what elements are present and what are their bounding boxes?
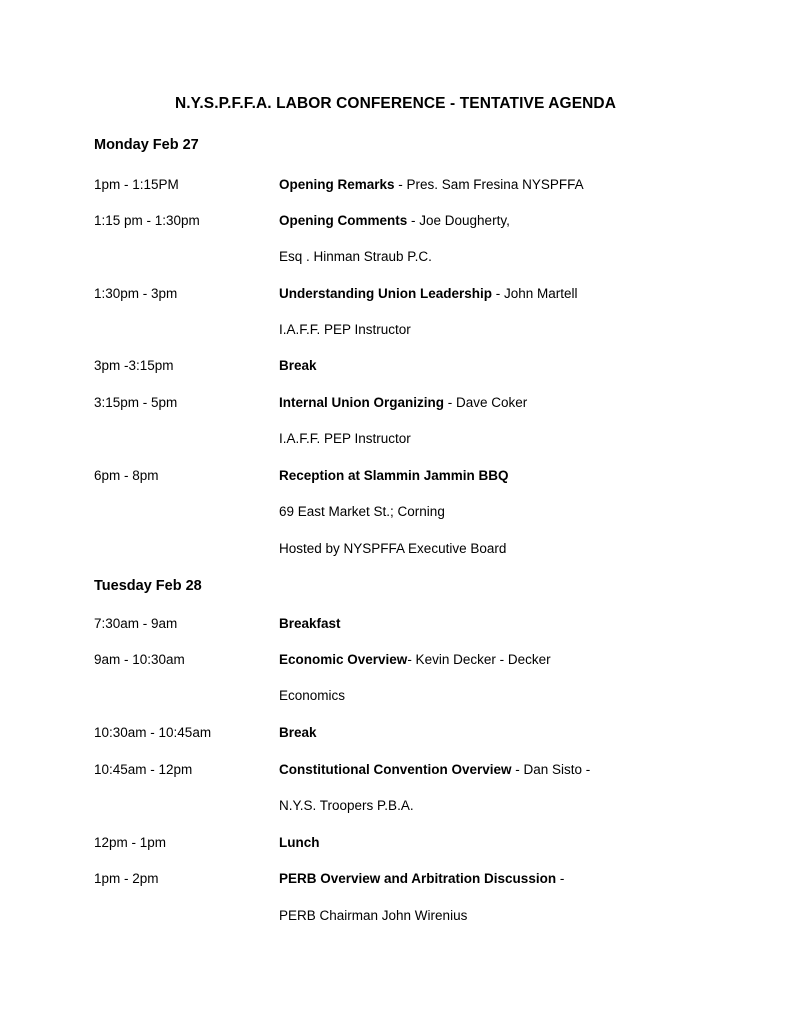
session-description	[279, 871, 564, 886]
session-speaker: - Dave Coker	[444, 395, 528, 410]
session-title: PERB Overview and Arbitration Discussion	[279, 871, 557, 886]
session-title: Economic Overview	[279, 652, 408, 667]
session-time: 7:30am - 9am	[94, 616, 178, 631]
session-title: Understanding Union Leadership	[279, 286, 493, 301]
session-description	[279, 177, 584, 192]
session-description	[279, 213, 510, 228]
session-description	[279, 286, 578, 301]
session-title: Break	[279, 358, 317, 373]
session-detail-line: N.Y.S. Troopers P.B.A.	[279, 798, 414, 813]
session-title: Breakfast	[279, 616, 341, 631]
session-time: 1:30pm - 3pm	[94, 286, 178, 301]
session-description	[279, 468, 509, 483]
session-description	[279, 395, 527, 410]
session-detail-line: Esq . Hinman Straub P.C.	[279, 249, 432, 264]
session-time: 1pm - 1:15PM	[94, 177, 179, 192]
session-description	[279, 616, 341, 631]
session-detail-line: I.A.F.F. PEP Instructor	[279, 431, 411, 446]
session-detail-line: Hosted by NYSPFFA Executive Board	[279, 541, 507, 556]
session-title: Lunch	[279, 835, 320, 850]
session-time: 3:15pm - 5pm	[94, 395, 178, 410]
session-detail-line: 69 East Market St.; Corning	[279, 504, 445, 519]
session-detail-line: PERB Chairman John Wirenius	[279, 908, 468, 923]
day-heading-monday: Monday Feb 27	[94, 137, 199, 153]
session-detail-line: Economics	[279, 688, 346, 703]
session-speaker: - Kevin Decker - Decker	[407, 652, 551, 667]
session-time: 1pm - 2pm	[94, 871, 159, 886]
session-speaker: -	[556, 871, 565, 886]
session-description	[279, 835, 320, 850]
session-time: 10:30am - 10:45am	[94, 725, 212, 740]
day-heading-tuesday: Tuesday Feb 28	[94, 578, 202, 594]
page-title: N.Y.S.P.F.F.A. LABOR CONFERENCE - TENTATIVE AGENDA	[174, 95, 617, 112]
session-time: 10:45am - 12pm	[94, 762, 193, 777]
session-detail-line: I.A.F.F. PEP Instructor	[279, 322, 411, 337]
session-speaker: - Pres. Sam Fresina NYSPFFA	[394, 177, 584, 192]
session-title: Break	[279, 725, 317, 740]
session-time: 12pm - 1pm	[94, 835, 167, 850]
session-description	[279, 762, 590, 777]
session-title: Internal Union Organizing	[279, 395, 444, 410]
session-time: 1:15 pm - 1:30pm	[94, 213, 200, 228]
session-title: Constitutional Convention Overview	[279, 762, 512, 777]
session-title: Opening Remarks	[279, 177, 395, 192]
session-description	[279, 652, 551, 667]
session-time: 3pm -3:15pm	[94, 358, 174, 373]
session-description	[279, 725, 317, 740]
session-time: 9am - 10:30am	[94, 652, 185, 667]
session-speaker: - John Martell	[492, 286, 578, 301]
session-time: 6pm - 8pm	[94, 468, 159, 483]
session-title: Reception at Slammin Jammin BBQ	[279, 468, 509, 483]
session-title: Opening Comments	[279, 213, 408, 228]
session-speaker: - Dan Sisto -	[511, 762, 591, 777]
session-description	[279, 358, 317, 373]
session-speaker: - Joe Dougherty,	[407, 213, 510, 228]
